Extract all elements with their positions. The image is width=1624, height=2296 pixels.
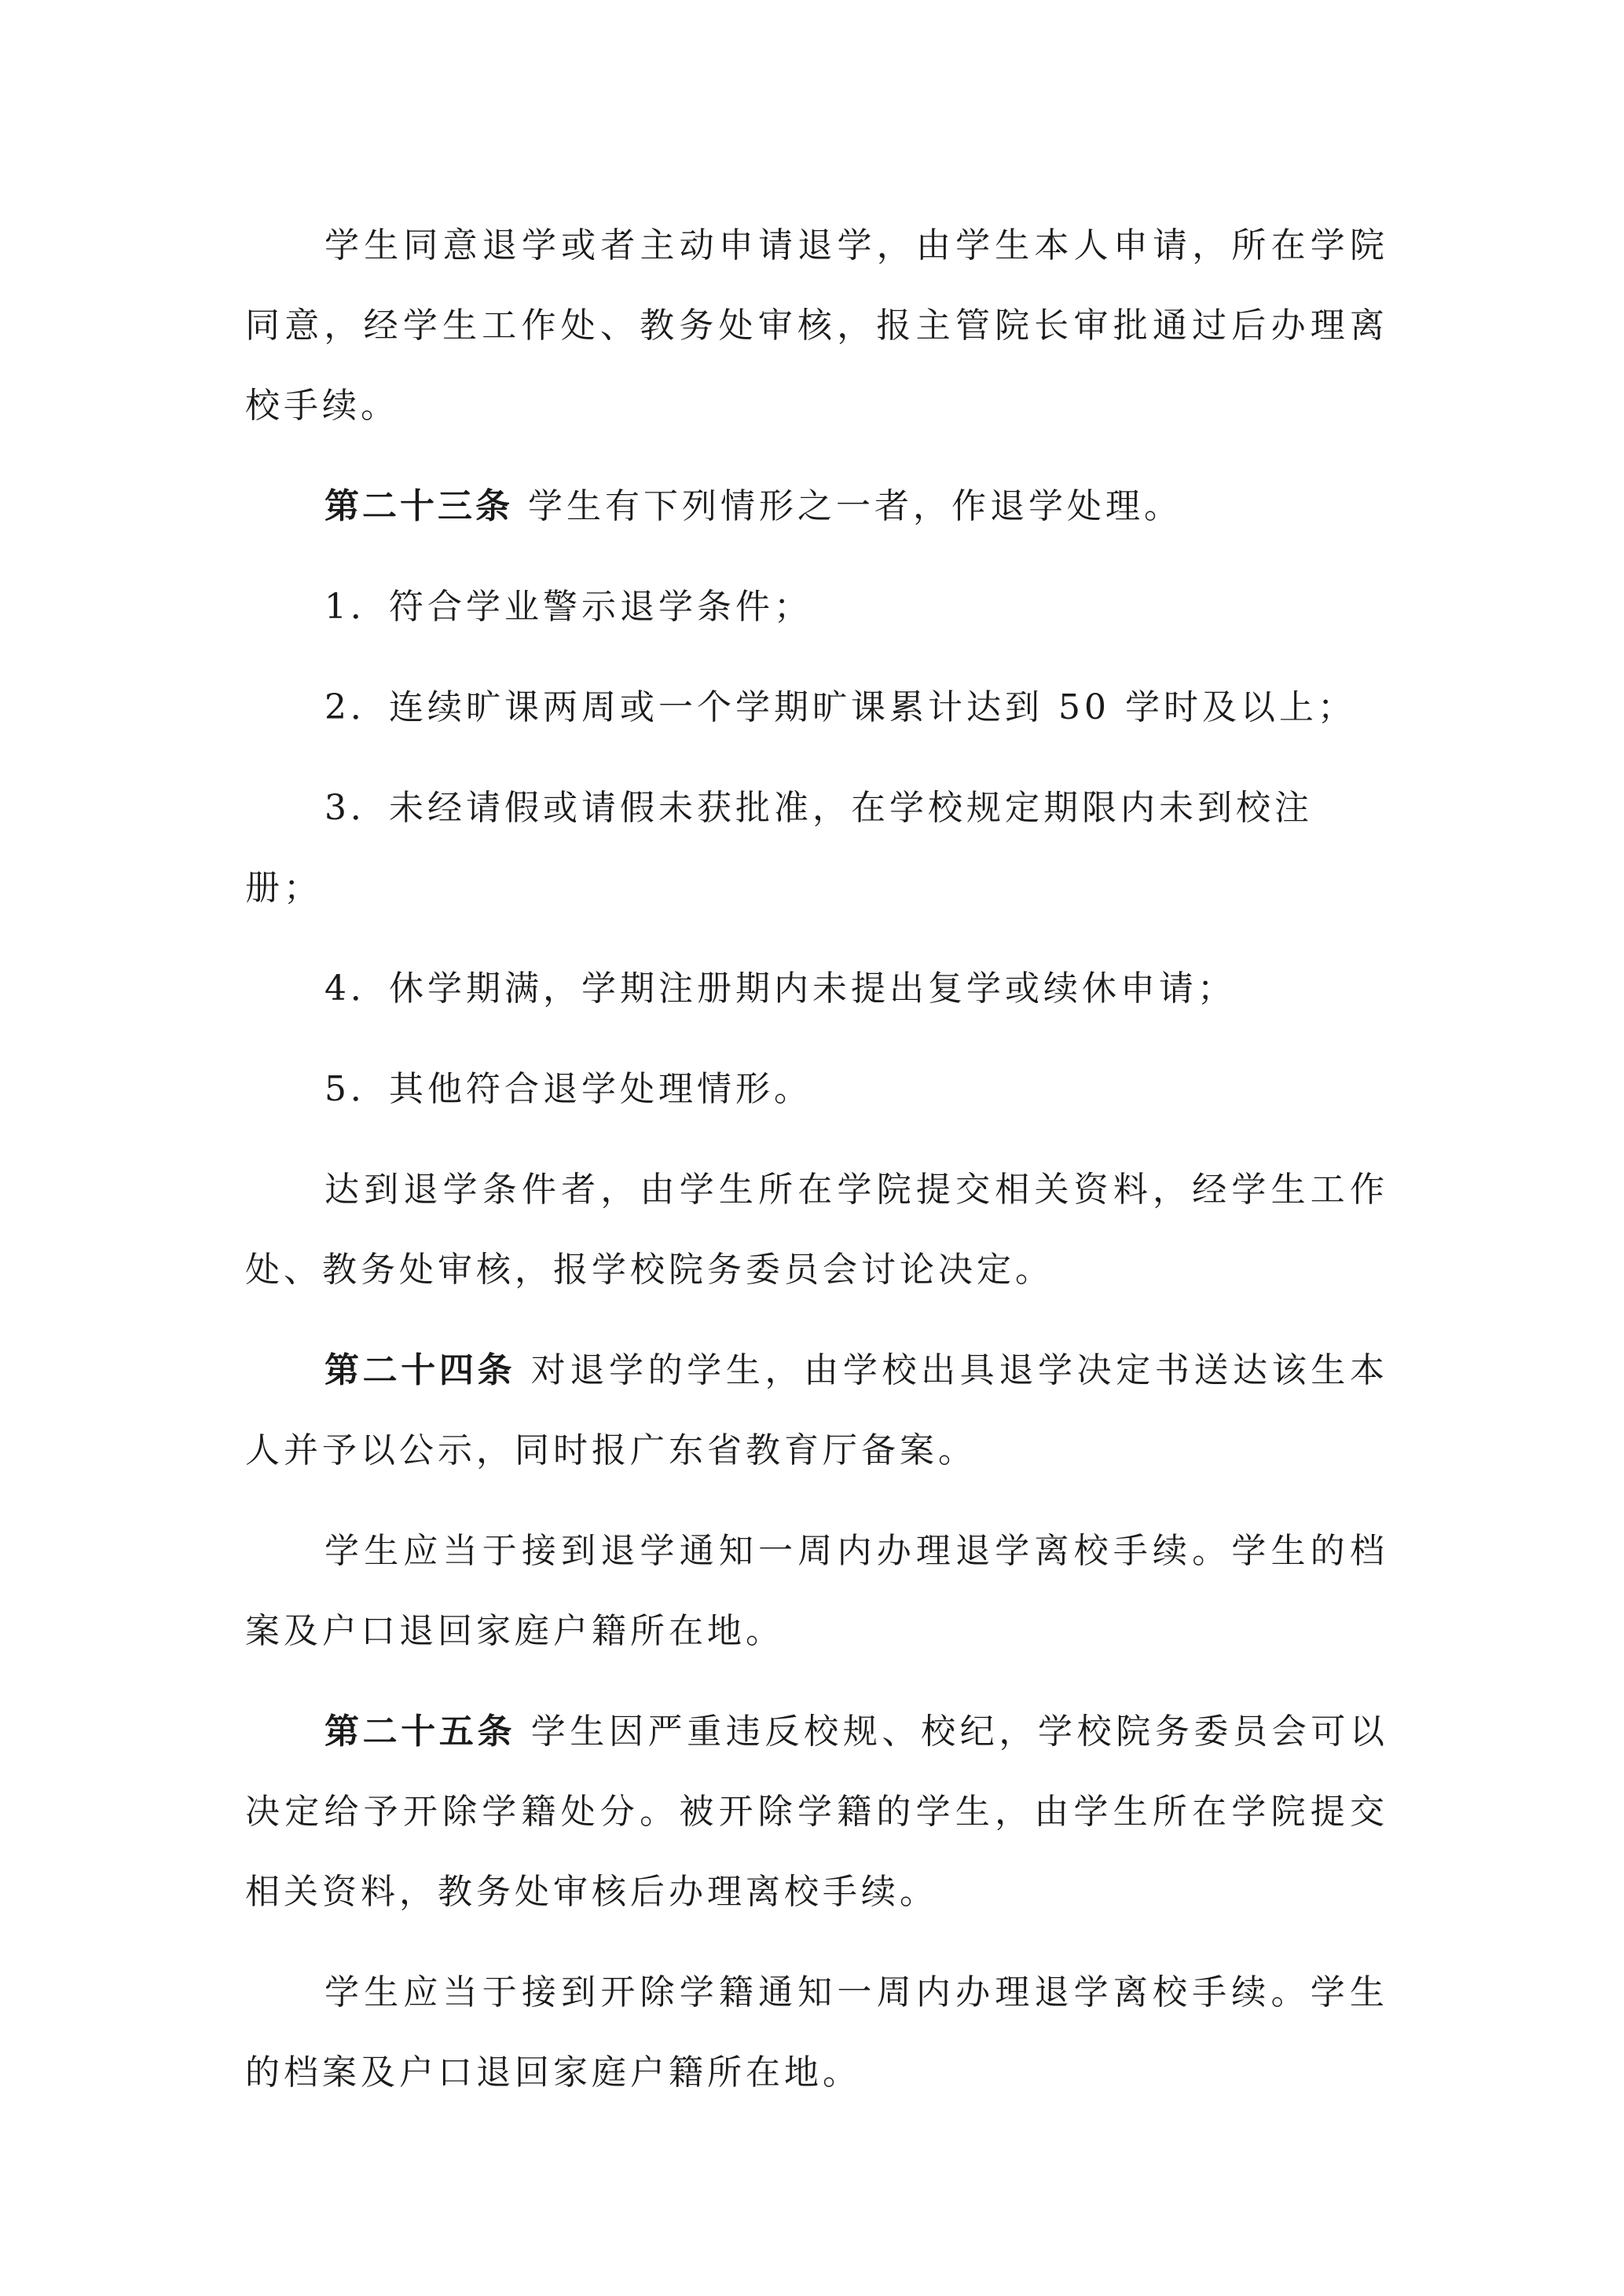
list-item-text: 4．休学期满，学期注册期内未提出复学或续休申请；: [324, 969, 1236, 1009]
article-heading: 第二十四条: [324, 1350, 516, 1390]
paragraph-text: 学生应当于接到开除学籍通知一周内办理退学离校手续。学生的档案及户口退回家庭户籍所在地。: [245, 1972, 1388, 2093]
paragraph-text: 学生应当于接到退学通知一周内办理退学离校手续。学生的档案及户口退回家庭户籍所在地。: [245, 1531, 1388, 1651]
list-item-text: 2．连续旷课两周或一个学期旷课累计达到 50 学时及以上；: [324, 687, 1356, 727]
article-text: 对退学的学生，由学校出具退学决定书送达该生本人并予以公示，同时报广东省教育厅备案。: [245, 1350, 1389, 1470]
article-24: [245, 1331, 1388, 1491]
list-item-text: 1．符合学业警示退学条件；: [324, 587, 812, 627]
paragraph-text: 学生同意退学或者主动申请退学，由学生本人申请，所在学院同意，经学生工作处、教务处审核，报主管院长审批通过后办理离校手续。: [245, 225, 1388, 426]
article-heading: 第二十五条: [324, 1712, 516, 1752]
article-text: 学生因严重违反校规、校纪，学校院务委员会可以决定给予开除学籍处分。被开除学籍的学生，由学生所在学院提交相关资料，教务处审核后办理离校手续。: [245, 1712, 1389, 1912]
list-item: [245, 567, 1388, 647]
list-item-text: 3．未经请假或请假未获批准，在学校规定期限内未到校注册；: [245, 788, 1313, 908]
paragraph-withdraw-application: [245, 206, 1388, 446]
list-item-text: 5．其他符合退学处理情形。: [324, 1069, 812, 1109]
article-25: [245, 1692, 1388, 1932]
paragraph-withdraw-conditions: [245, 1150, 1388, 1310]
article-23: [245, 467, 1388, 547]
list-item: [245, 668, 1388, 748]
article-text: 学生有下列情形之一者，作退学处理。: [513, 486, 1182, 526]
paragraph-text: 达到退学条件者，由学生所在学院提交相关资料，经学生工作处、教务处审核，报学校院务委员会讨论决定。: [245, 1170, 1388, 1290]
list-item: [245, 949, 1388, 1029]
paragraph-expulsion-procedure: [245, 1953, 1388, 2113]
list-item: [245, 768, 1388, 928]
article-heading: 第二十三条: [324, 486, 513, 526]
list-item: [245, 1049, 1388, 1130]
paragraph-withdraw-procedure: [245, 1511, 1388, 1672]
document-body: [245, 206, 1388, 2133]
